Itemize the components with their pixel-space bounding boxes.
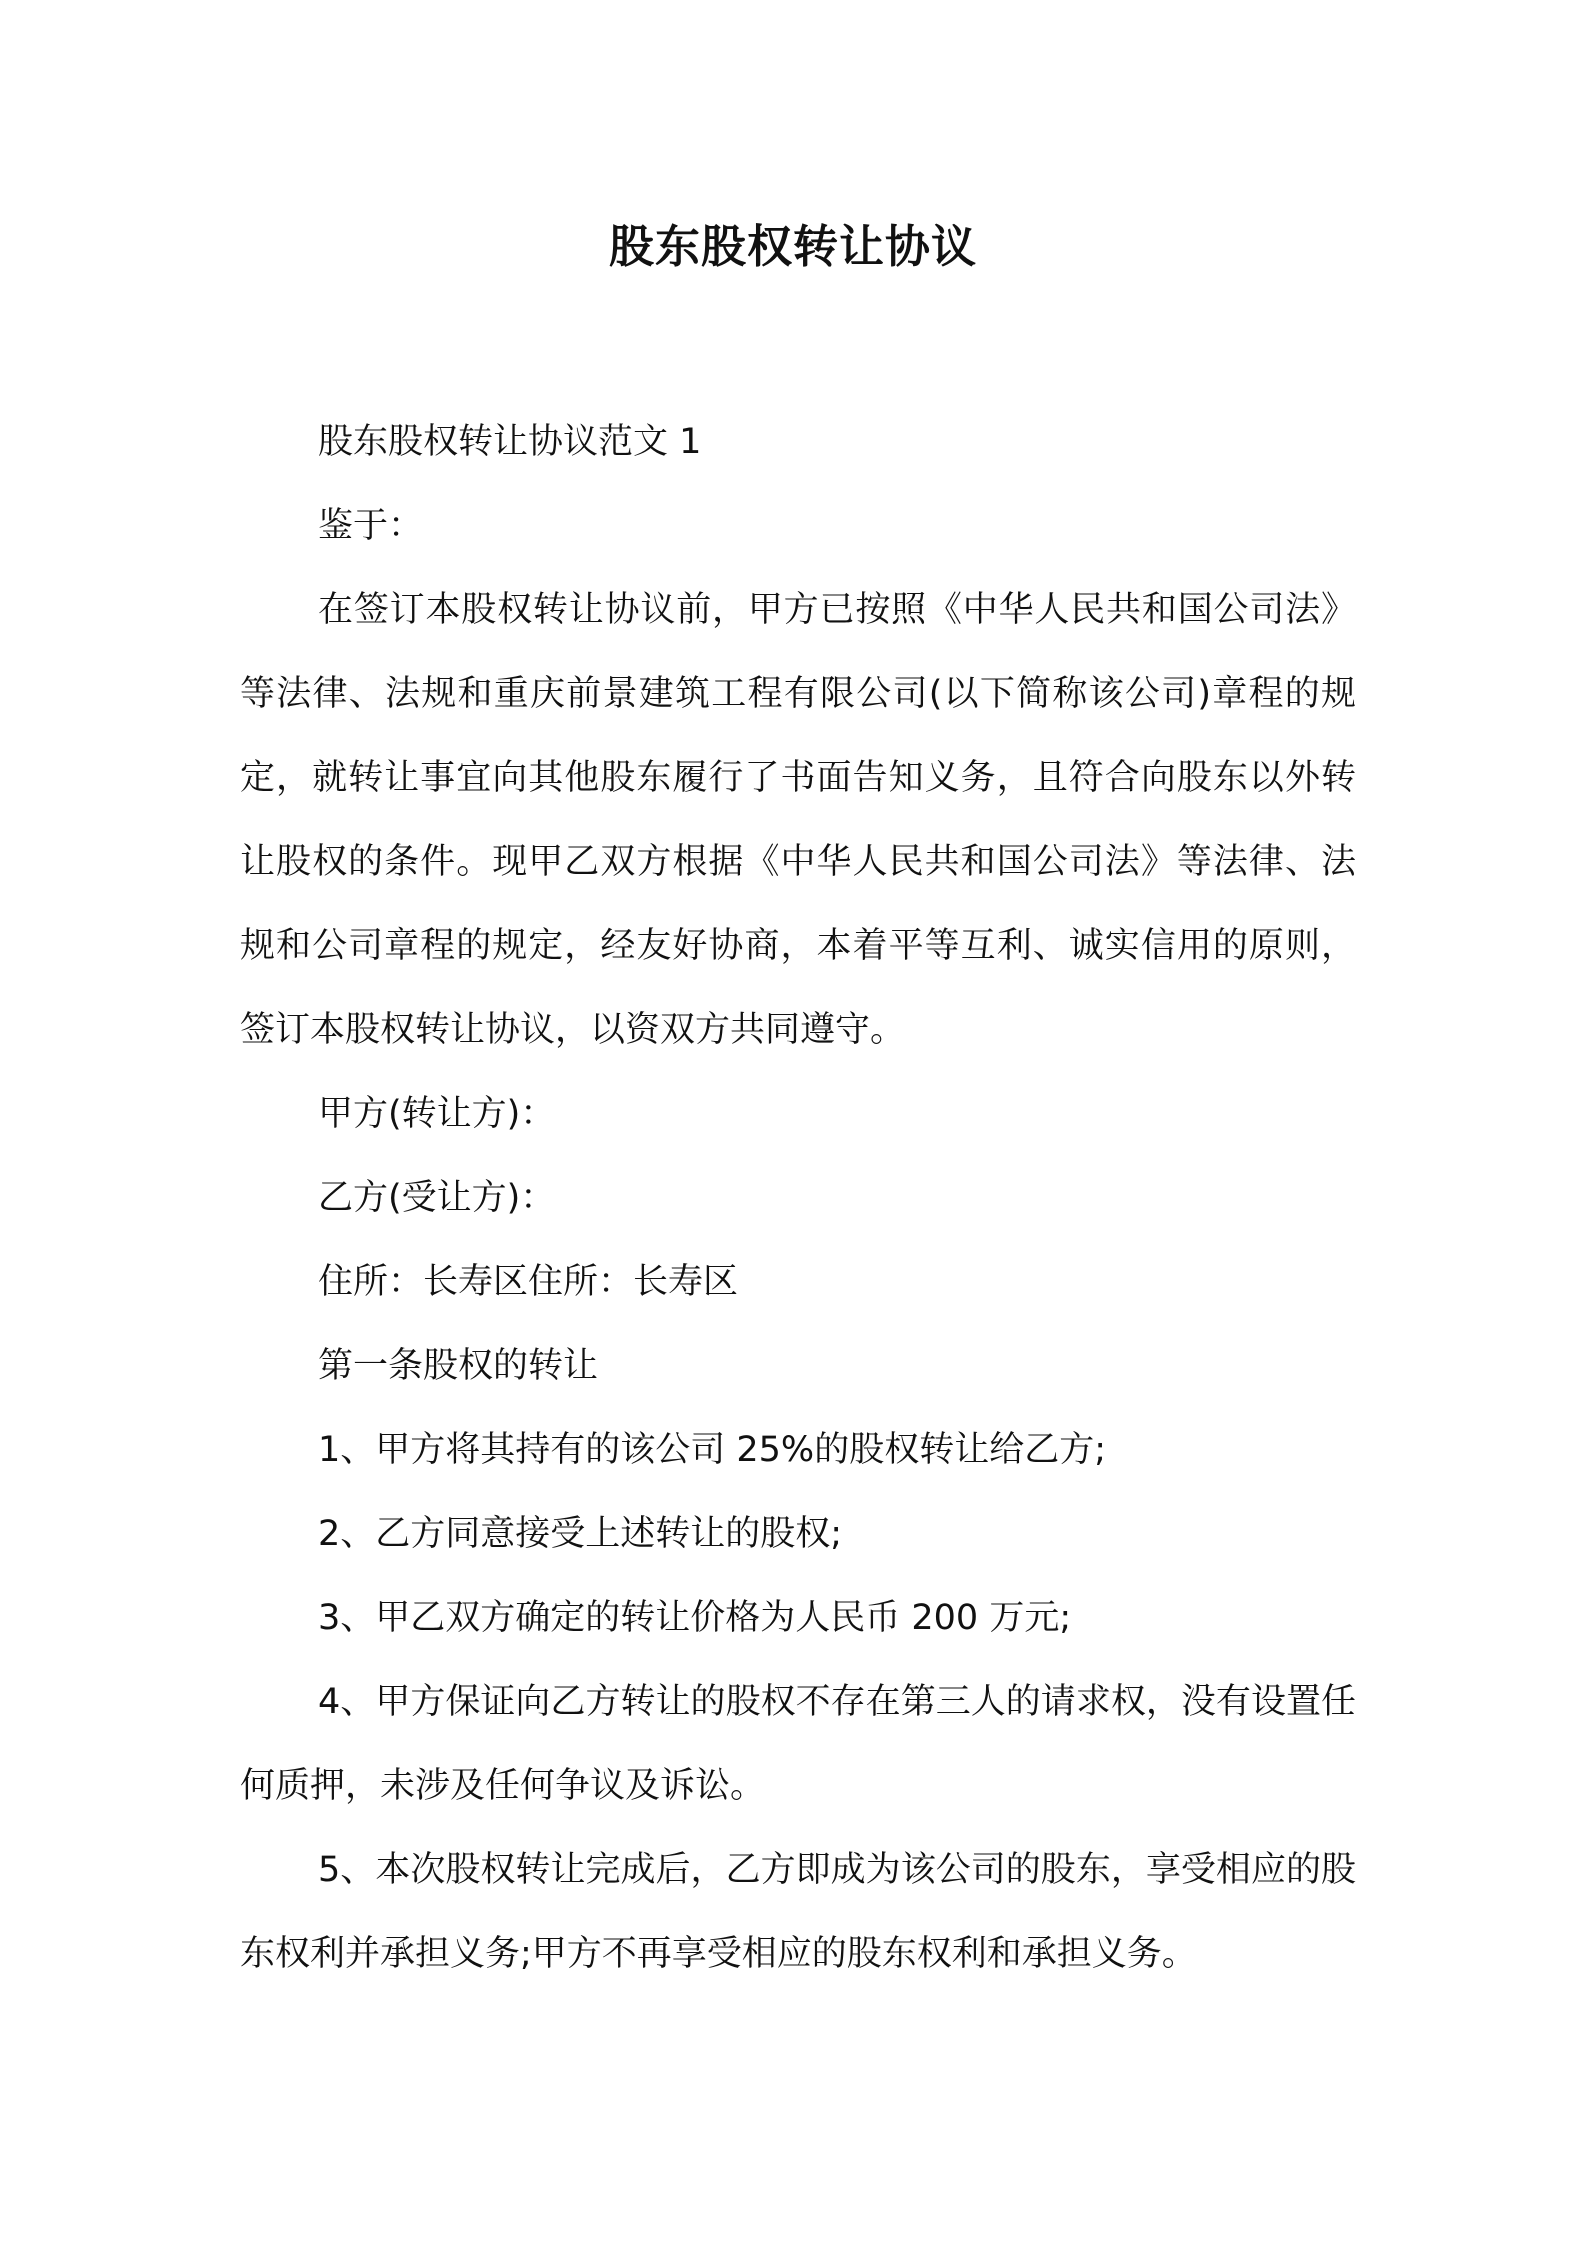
paragraph-clause-1: 1、甲方将其持有的该公司 25%的股权转让给乙方; xyxy=(318,1430,1106,1470)
paragraph-article-one-heading: 第一条股权的转让 xyxy=(318,1346,599,1386)
paragraph-clause-2: 2、乙方同意接受上述转让的股权; xyxy=(318,1514,843,1554)
paragraph-whereas: 鉴于： xyxy=(318,506,424,546)
document-title: 股东股权转让协议 xyxy=(608,220,977,273)
paragraph-sample-heading: 股东股权转让协议范文 1 xyxy=(318,422,702,462)
paragraph-preamble: 在签订本股权转让协议前，甲方已按照《中华人民共和国公司法》等法律、法规和重庆前景建筑工程有限公司(以下简称该公司)章程的规定，就转让事宜向其他股东履行了书面告知义务，且符合向股东以外转让股权的条件。现甲乙双方根据《中华人民共和国公司法》等法律、法规和公司章程的规定，经友好协商，本着平等互利、诚实信用的原则，签订本股权转让协议，以资双方共同遵守。 xyxy=(240,590,1356,1050)
paragraph-address: 住所：长寿区住所：长寿区 xyxy=(318,1262,739,1302)
paragraph-party-b: 乙方(受让方)： xyxy=(318,1178,556,1218)
paragraph-clause-5: 5、本次股权转让完成后，乙方即成为该公司的股东，享受相应的股东权利并承担义务;甲方不再享受相应的股东权利和承担义务。 xyxy=(240,1850,1356,1974)
document-body xyxy=(240,400,1356,1996)
paragraph-clause-4: 4、甲方保证向乙方转让的股权不存在第三人的请求权，没有设置任何质押，未涉及任何争议及诉讼。 xyxy=(240,1682,1356,1806)
paragraph-party-a: 甲方(转让方)： xyxy=(318,1094,556,1134)
paragraph-clause-3: 3、甲乙双方确定的转让价格为人民币 200 万元; xyxy=(318,1598,1072,1638)
